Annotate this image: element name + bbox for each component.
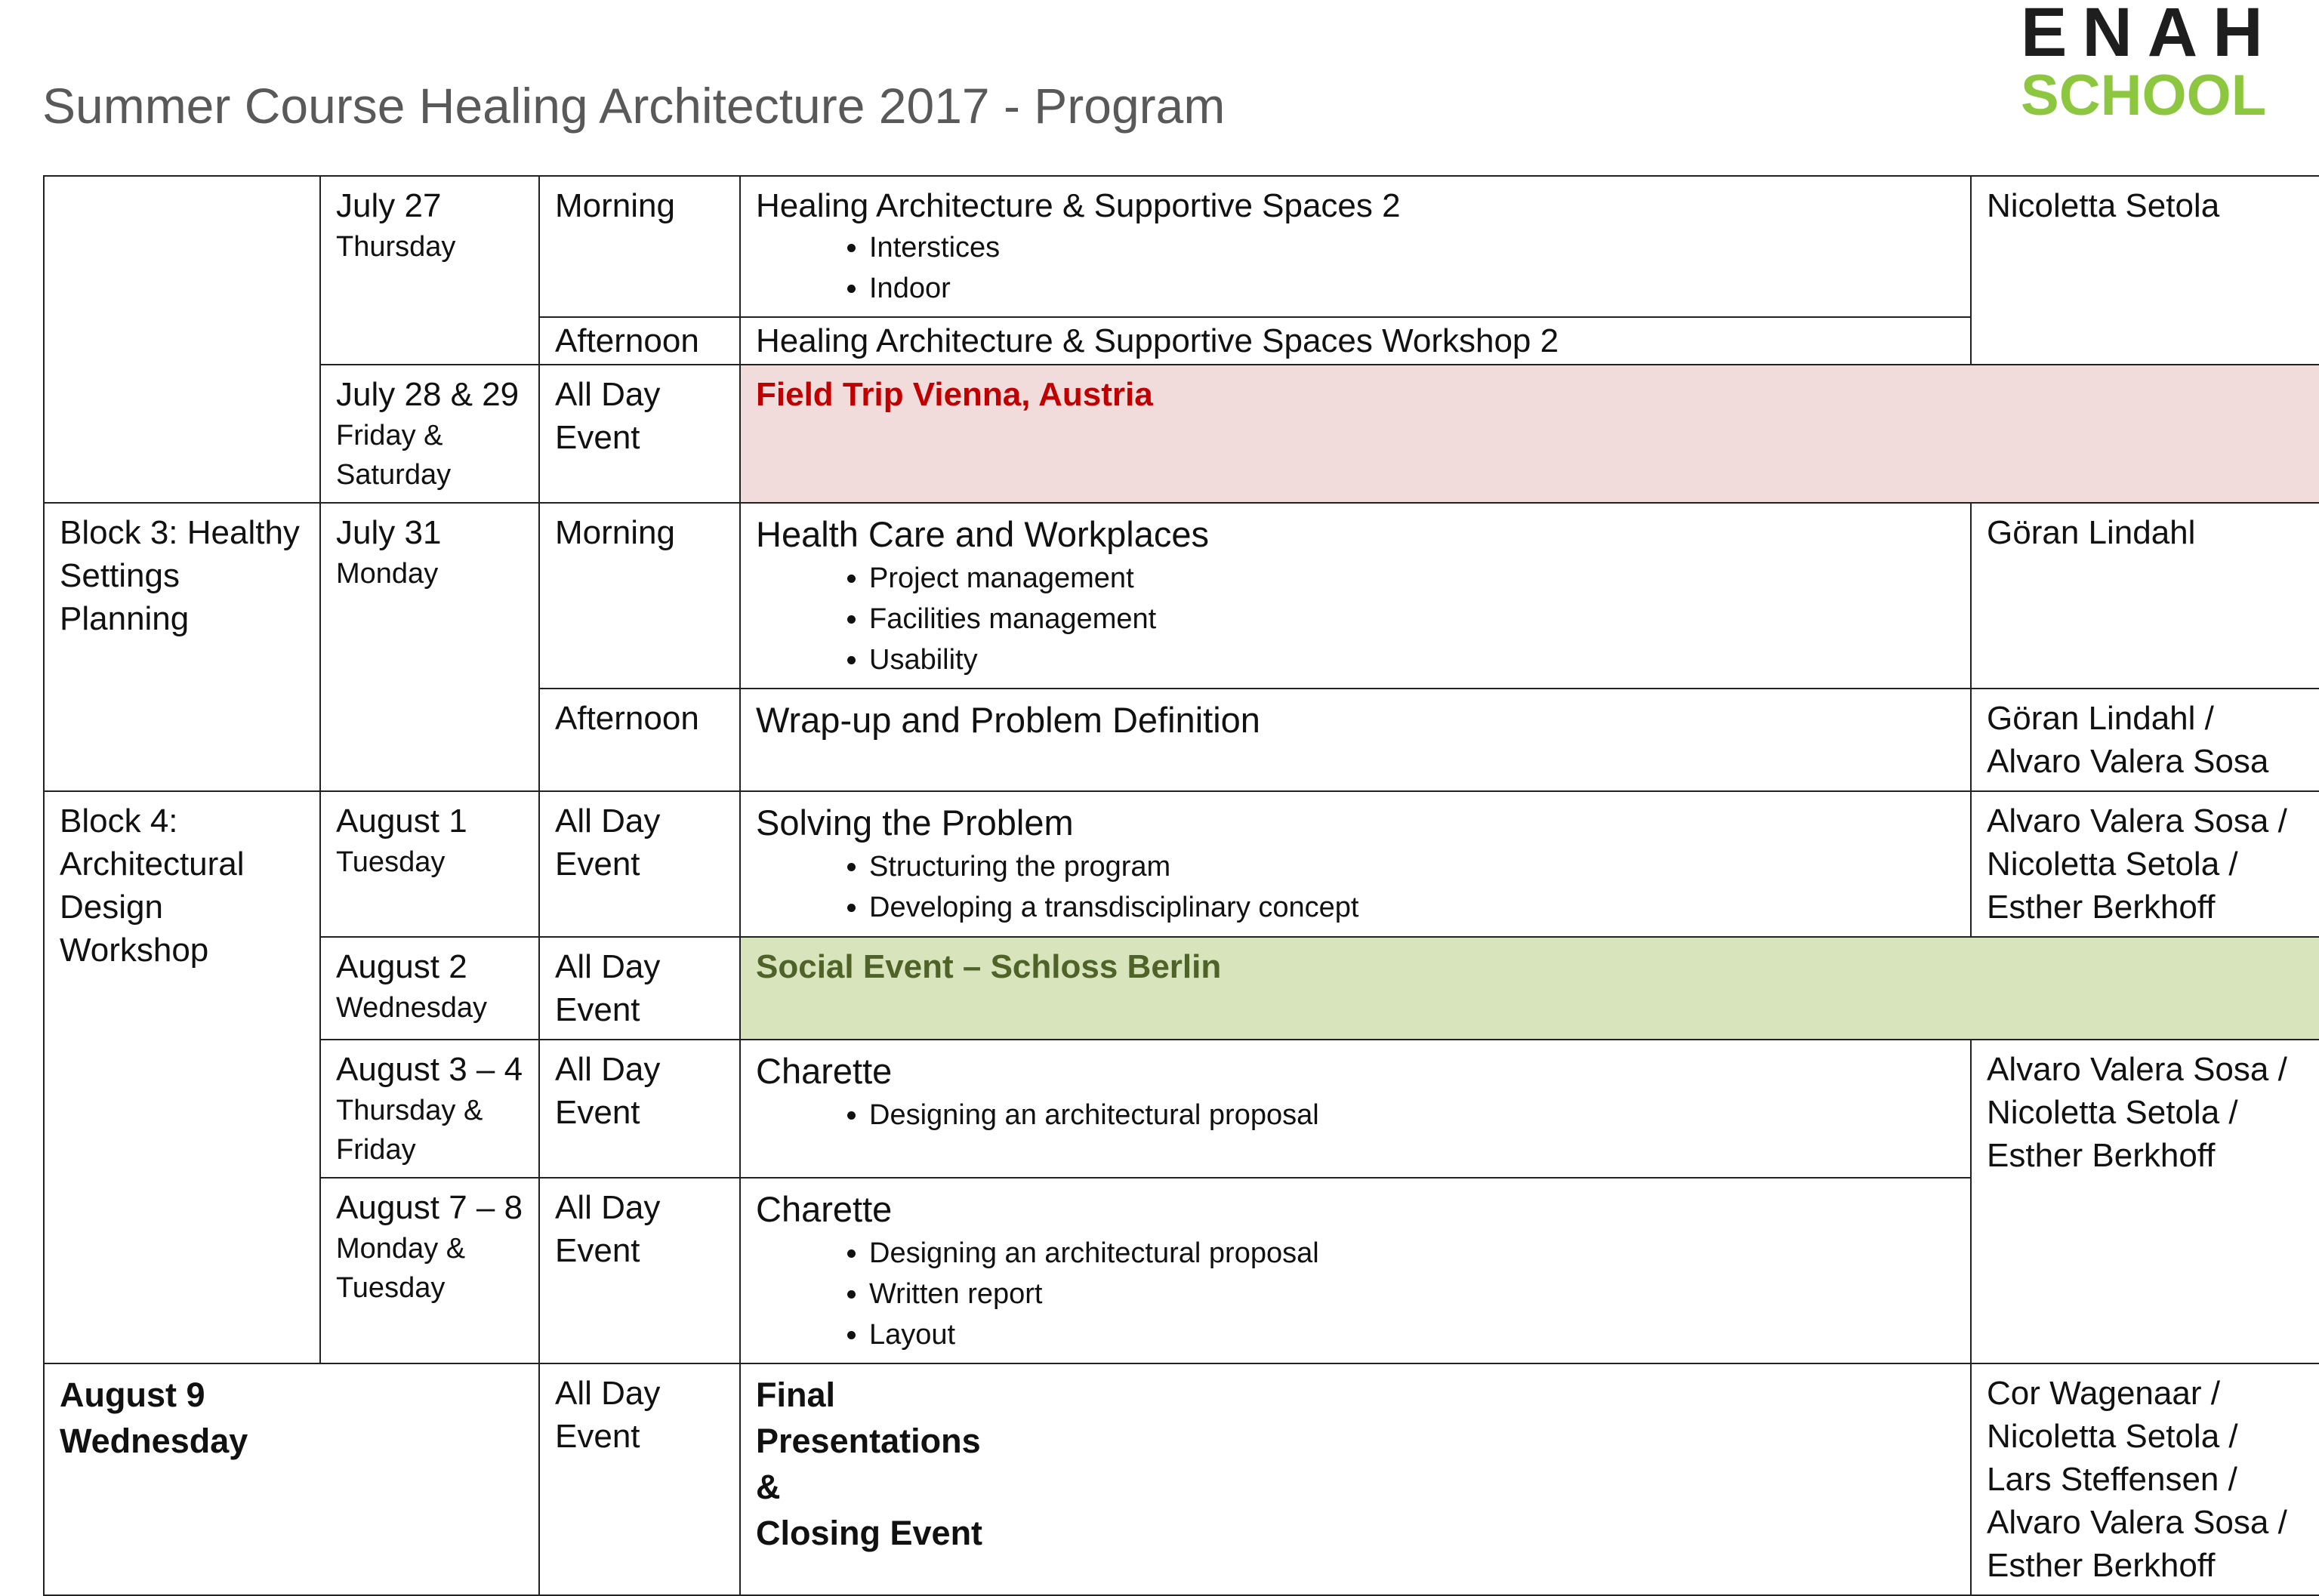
session-cell — [740, 317, 1971, 365]
date-label: August 1 — [336, 803, 467, 840]
session-title: Healing Architecture & Supportive Spaces Workshop 2 — [756, 322, 1559, 359]
date-label: July 27 — [336, 187, 442, 224]
time-cell: Morning — [539, 503, 740, 689]
date-label: August 2 — [336, 948, 467, 985]
session-title: Charette — [756, 1051, 893, 1091]
field-trip-event-cell — [740, 365, 2319, 503]
social-event-cell — [740, 937, 2319, 1040]
session-topics — [756, 1095, 1955, 1135]
program-row-july31-morning — [44, 503, 2319, 689]
session-title: Healing Architecture & Supportive Spaces 2 — [756, 187, 1401, 224]
date-cell — [320, 791, 539, 937]
social-event: Social Event – Schloss Berlin — [756, 948, 1222, 985]
time-cell: Afternoon — [539, 317, 740, 365]
date-label: August 7 – 8 — [336, 1189, 523, 1226]
session-cell — [740, 1040, 1971, 1178]
program-row-july27-morning — [44, 176, 2319, 317]
program-row-final — [44, 1363, 2319, 1595]
weekday-label: Tuesday — [336, 846, 446, 878]
page-title: Summer Course Healing Architecture 2017 - Program — [42, 78, 1226, 134]
session-topics — [756, 846, 1955, 928]
lecturer-cell: Cor Wagenaar / Nicoletta Setola / Lars Steffensen / Alvaro Valera Sosa / Esther Berkhoff — [1971, 1363, 2319, 1595]
block-4-label: Block 4: Architectural Design Workshop — [44, 791, 320, 1363]
topic-item: • Indoor — [869, 268, 1955, 309]
time-cell: All Day Event — [539, 365, 740, 503]
date-label: July 31 — [336, 514, 442, 551]
topic-item: • Designing an architectural proposal — [869, 1233, 1955, 1274]
topic-item: • Usability — [869, 639, 1955, 680]
session-title: Wrap-up and Problem Definition — [756, 700, 1260, 740]
time-cell: Afternoon — [539, 689, 740, 791]
weekday-label: Monday — [336, 558, 439, 590]
final-title-line: Closing Event — [756, 1514, 983, 1552]
program-row-august1 — [44, 791, 2319, 937]
topic-item: • Designing an architectural proposal — [869, 1095, 1955, 1135]
date-cell — [320, 176, 539, 365]
topic-item: • Written report — [869, 1274, 1955, 1314]
weekday-label: Wednesday — [336, 992, 487, 1024]
weekday-label: Monday & Tuesday — [336, 1233, 466, 1304]
program-row-field-trip — [44, 365, 2319, 503]
lecturer-cell: Göran Lindahl — [1971, 503, 2319, 689]
time-cell: All Day Event — [539, 1363, 740, 1595]
session-title: Solving the Problem — [756, 803, 1074, 843]
session-title: Charette — [756, 1189, 893, 1229]
topic-item: • Structuring the program — [869, 846, 1955, 887]
lecturer-cell: Nicoletta Setola — [1971, 176, 2319, 365]
session-title: Health Care and Workplaces — [756, 514, 1209, 554]
program-row-august3-4 — [44, 1040, 2319, 1178]
session-topics — [756, 227, 1955, 309]
weekday-label: Thursday & Friday — [336, 1095, 483, 1166]
session-topics — [756, 558, 1955, 680]
logo-line-school: SCHOOL — [2021, 63, 2267, 128]
time-cell: All Day Event — [539, 1040, 740, 1178]
logo-line-enah: ENAH — [2021, 0, 2278, 71]
date-cell — [320, 937, 539, 1040]
weekday-label: Thursday — [336, 231, 456, 263]
session-cell — [740, 503, 1971, 689]
lecturer-cell: Alvaro Valera Sosa / Nicoletta Setola / Esther Berkhoff — [1971, 791, 2319, 937]
session-cell — [740, 176, 1971, 317]
block-cell-empty — [44, 176, 320, 503]
final-date-cell — [44, 1363, 539, 1595]
block-3-label: Block 3: Healthy Settings Planning — [44, 503, 320, 791]
session-cell — [740, 689, 1971, 791]
date-label: July 28 & 29 — [336, 376, 520, 413]
date-cell — [320, 503, 539, 791]
session-cell — [740, 791, 1971, 937]
topic-item: • Interstices — [869, 227, 1955, 268]
date-cell — [320, 1178, 539, 1363]
topic-item: • Layout — [869, 1314, 1955, 1355]
topic-item: • Facilities management — [869, 599, 1955, 639]
date-label: August 3 – 4 — [336, 1051, 523, 1088]
date-cell — [320, 365, 539, 503]
session-cell — [740, 1178, 1971, 1363]
final-title-line: Final — [756, 1376, 836, 1414]
time-cell: Morning — [539, 176, 740, 317]
time-cell: All Day Event — [539, 1178, 740, 1363]
program-row-social-event — [44, 937, 2319, 1040]
lecturer-cell: Göran Lindahl / Alvaro Valera Sosa — [1971, 689, 2319, 791]
program-table — [43, 175, 2319, 1596]
time-cell: All Day Event — [539, 791, 740, 937]
weekday-label: Friday & Saturday — [336, 420, 452, 491]
final-weekday: Wednesday — [60, 1422, 248, 1460]
final-title-line: & — [756, 1468, 781, 1506]
time-cell: All Day Event — [539, 937, 740, 1040]
final-title-line: Presentations — [756, 1422, 981, 1460]
final-date: August 9 — [60, 1376, 205, 1414]
final-session-cell — [740, 1363, 1971, 1595]
topic-item: • Developing a transdisciplinary concept — [869, 887, 1955, 928]
enah-school-logo — [2021, 0, 2278, 128]
session-topics — [756, 1233, 1955, 1355]
field-trip-event: Field Trip Vienna, Austria — [756, 376, 1153, 413]
topic-item: • Project management — [869, 558, 1955, 599]
date-cell — [320, 1040, 539, 1178]
lecturer-cell: Alvaro Valera Sosa / Nicoletta Setola / Esther Berkhoff — [1971, 1040, 2319, 1363]
